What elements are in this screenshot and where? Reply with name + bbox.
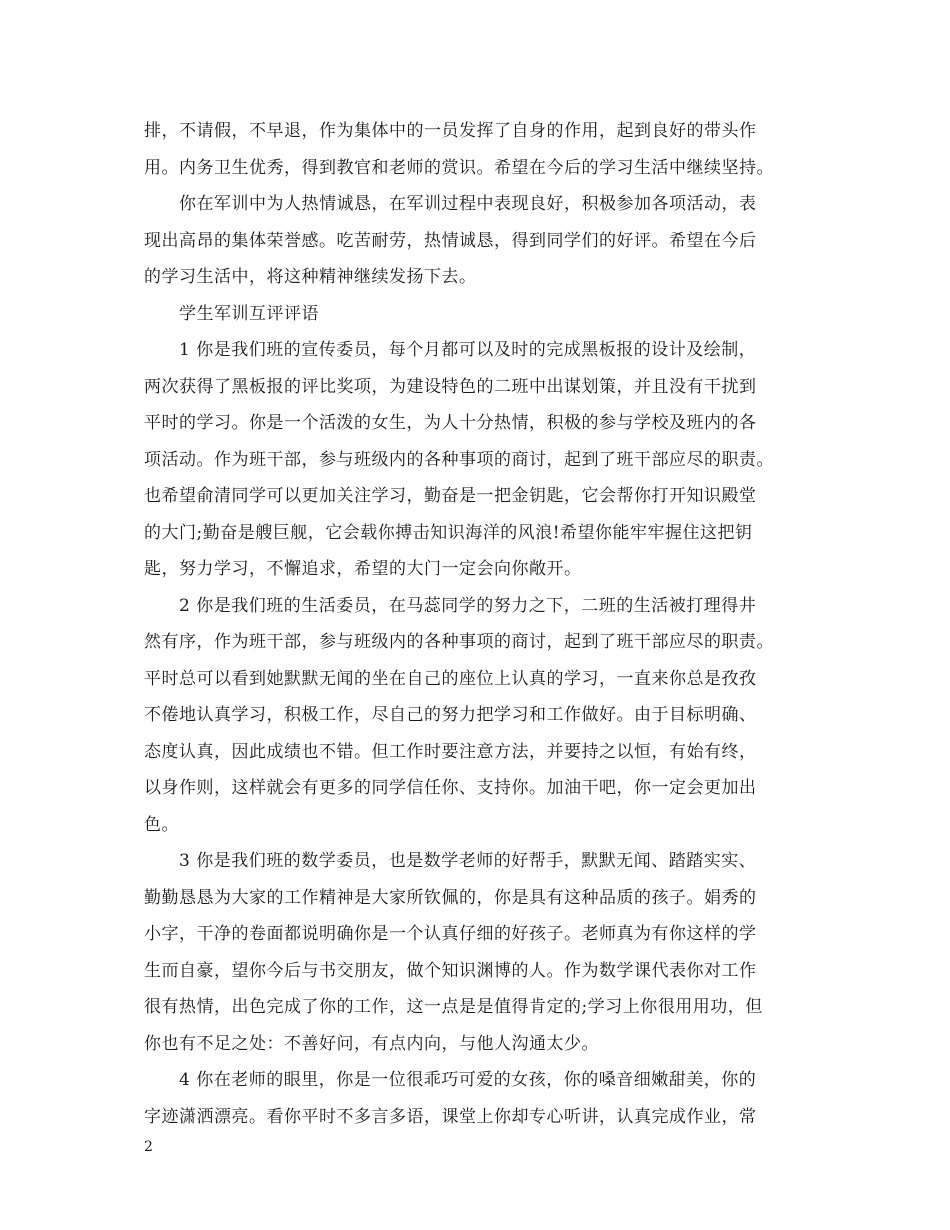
text-line: 小字，干净的卷面都说明确你是一个认真仔细的好孩子。老师真为有你这样的学 bbox=[144, 924, 757, 944]
text-line: 然有序，作为班干部，参与班级内的各种事项的商讨，起到了班干部应尽的职责。 bbox=[144, 632, 774, 652]
text-line: 的学习生活中，将这种精神继续发扬下去。 bbox=[144, 267, 477, 287]
text-line: 现出高昂的集体荣誉感。吃苦耐劳，热情诚恳，得到同学们的好评。希望在今后 bbox=[144, 231, 757, 251]
text-line: 用。内务卫生优秀，得到教官和老师的赏识。希望在今后的学习生活中继续坚持。 bbox=[144, 158, 774, 178]
text-line: 很有热情，出色完成了你的工作，这一点是是值得肯定的;学习上你很用用功，但 bbox=[144, 997, 763, 1017]
text-line: 项活动。作为班干部，参与班级内的各种事项的商讨，起到了班干部应尽的职责。 bbox=[144, 450, 774, 470]
text-line: 不倦地认真学习，积极工作，尽自己的努力把学习和工作做好。由于目标明确、 bbox=[144, 705, 757, 725]
text-line: 的大门;勤奋是艘巨舰，它会载你搏击知识海洋的风浪!希望你能牢牢握住这把钥 bbox=[144, 523, 753, 543]
text-line: 平时总可以看到她默默无闻的坐在自己的座位上认真的学习，一直来你总是孜孜 bbox=[144, 669, 757, 689]
paragraph-first-line: 1 你是我们班的宣传委员，每个月都可以及时的完成黑板报的设计及绘制， bbox=[179, 340, 757, 360]
text-line: 也希望俞清同学可以更加关注学习，勤奋是一把金钥匙，它会帮你打开知识殿堂 bbox=[144, 486, 757, 506]
text-line: 态度认真，因此成绩也不错。但工作时要注意方法，并要持之以恒，有始有终， bbox=[144, 742, 757, 762]
paragraph-first-line: 3 你是我们班的数学委员，也是数学老师的好帮手，默默无闻、踏踏实实、 bbox=[179, 851, 757, 871]
paragraph-first-line: 4 你在老师的眼里，你是一位很乖巧可爱的女孩，你的嗓音细嫩甜美，你的 bbox=[179, 1070, 757, 1090]
paragraph-first-line: 2 你是我们班的生活委员，在马蕊同学的努力之下，二班的生活被打理得井 bbox=[179, 596, 757, 616]
text-line: 匙，努力学习，不懈追求，希望的大门一定会向你敞开。 bbox=[144, 559, 582, 579]
text-line: 两次获得了黑板报的评比奖项，为建设特色的二班中出谋划策，并且没有干扰到 bbox=[144, 377, 757, 397]
text-line: 排，不请假，不早退，作为集体中的一员发挥了自身的作用，起到良好的带头作 bbox=[144, 121, 757, 141]
text-line: 字迹潇洒漂亮。看你平时不多言多语，课堂上你却专心听讲，认真完成作业，常 bbox=[144, 1107, 757, 1127]
page-number: 2 bbox=[144, 1139, 153, 1155]
text-line: 以身作则，这样就会有更多的同学信任你、支持你。加油干吧，你一定会更加出 bbox=[144, 778, 757, 798]
paragraph-first-line: 你在军训中为人热情诚恳，在军训过程中表现良好，积极参加各项活动，表 bbox=[179, 194, 757, 214]
text-line: 生而自豪，望你今后与书交朋友，做个知识渊博的人。作为数学课代表你对工作 bbox=[144, 961, 757, 981]
text-line: 你也有不足之处：不善好问，有点内向，与他人沟通太少。 bbox=[144, 1034, 599, 1054]
text-line: 勤勤恳恳为大家的工作精神是大家所钦佩的，你是具有这种品质的孩子。娟秀的 bbox=[144, 888, 757, 908]
section-heading: 学生军训互评评语 bbox=[179, 304, 319, 324]
text-line: 色。 bbox=[144, 815, 179, 835]
text-line: 平时的学习。你是一个活泼的女生，为人十分热情，积极的参与学校及班内的各 bbox=[144, 413, 757, 433]
